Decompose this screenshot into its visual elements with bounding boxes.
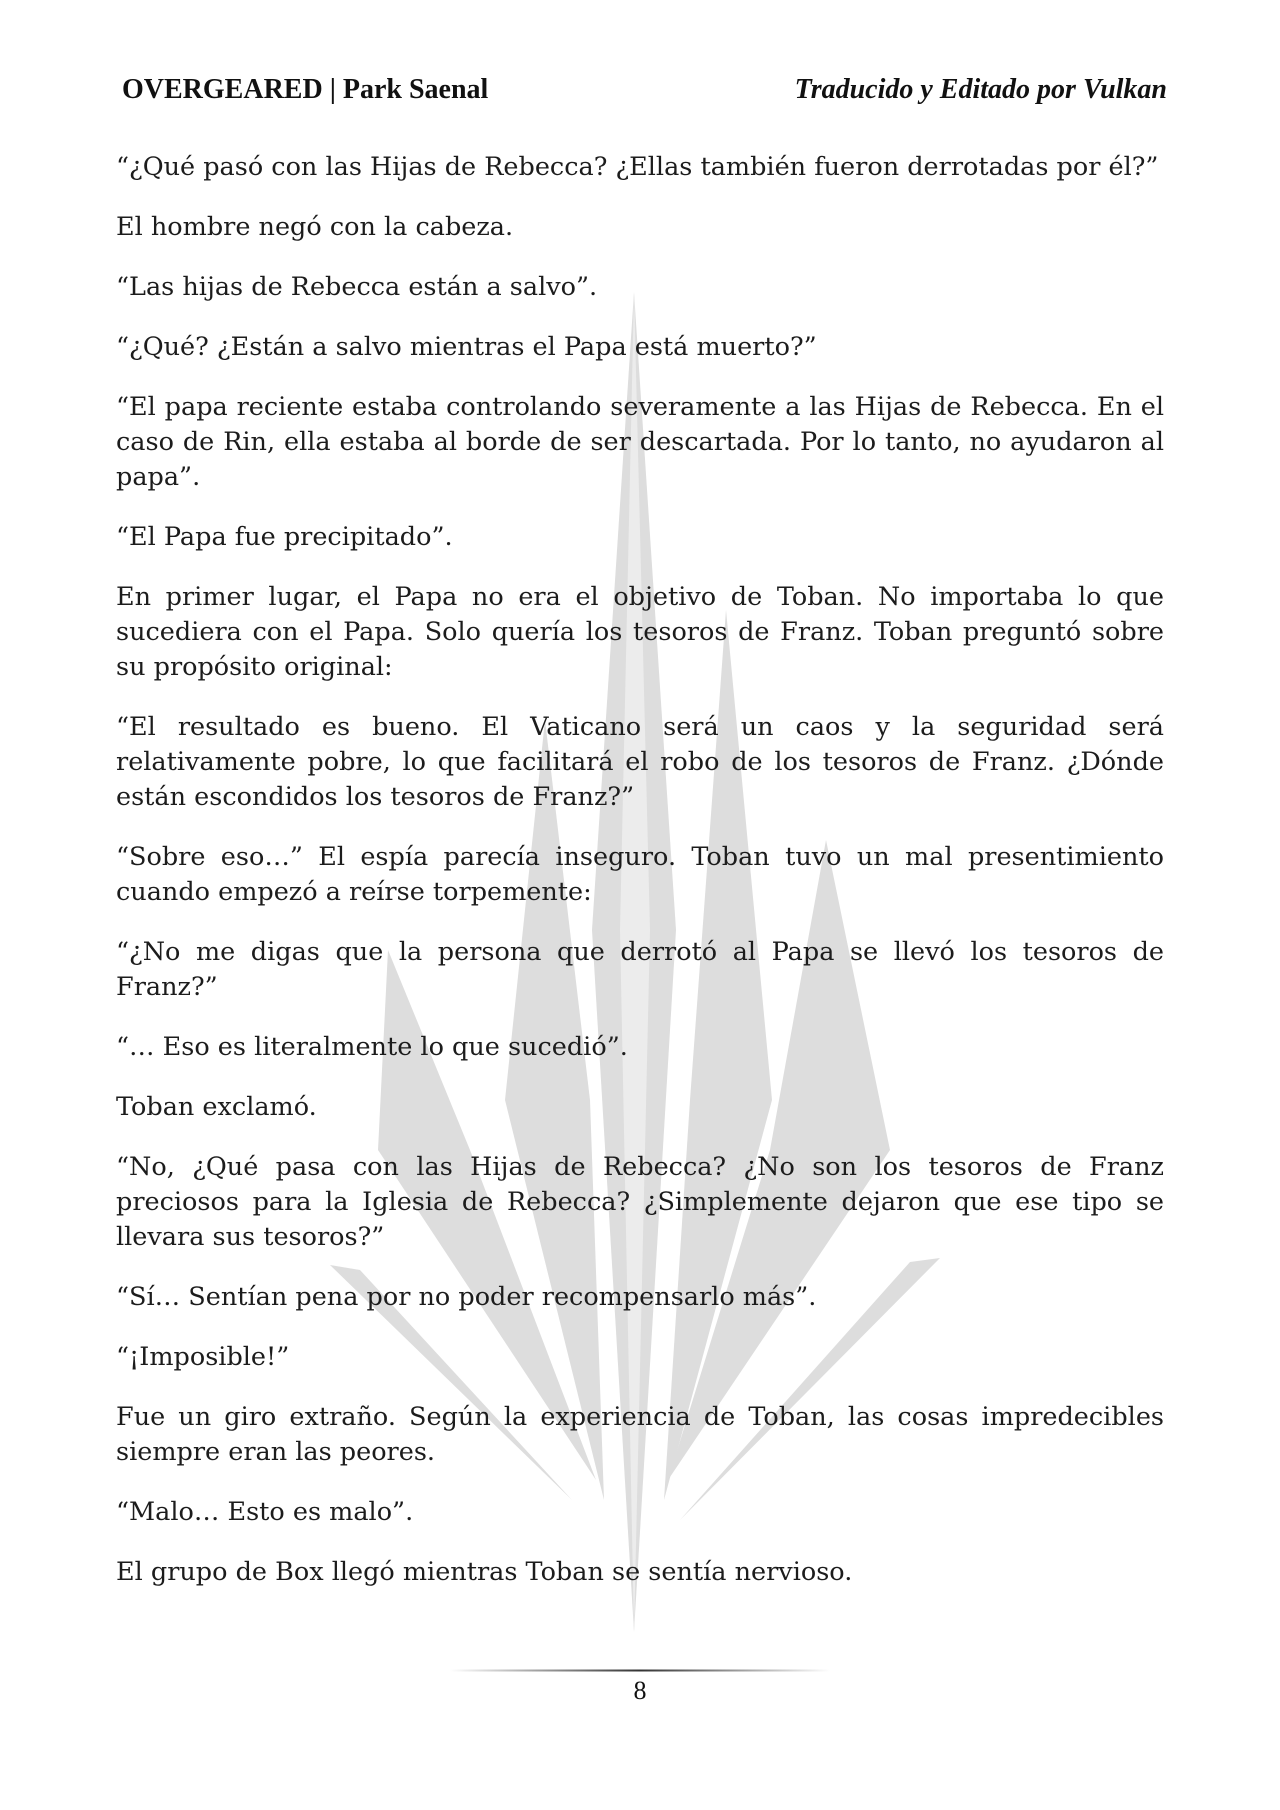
paragraph: “¿No me digas que la persona que derrotó al Papa se llevó los tesoros de Franz?”	[116, 937, 1164, 1002]
paragraph: Toban exclamó.	[116, 1092, 317, 1122]
paragraph: “¿Qué pasó con las Hijas de Rebecca? ¿Ellas también fueron derrotadas por él?”	[116, 152, 1159, 182]
paragraph: Fue un giro extraño. Según la experiencia de Toban, las cosas impredecibles siempre eran las peores.	[116, 1402, 1164, 1467]
header-title: OVERGEARED | Park Saenal	[122, 74, 489, 105]
paragraph: “¡Imposible!”	[116, 1342, 290, 1372]
paragraph: “¿Qué? ¿Están a salvo mientras el Papa está muerto?”	[116, 332, 817, 362]
paragraph: “El papa reciente estaba controlando severamente a las Hijas de Rebecca. En el caso de Rin, ella estaba al borde de ser descartada. Por lo tanto, no ayudaron al papa”.	[116, 392, 1164, 492]
page-header	[122, 74, 1167, 106]
paragraph: “… Eso es literalmente lo que sucedió”.	[116, 1032, 628, 1062]
paragraph: “Sí… Sentían pena por no poder recompensarlo más”.	[116, 1282, 817, 1312]
paragraph: “El resultado es bueno. El Vaticano será un caos y la seguridad será relativamente pobre, lo que facilitará el robo de los tesoros de Franz. ¿Dónde están escondidos los tesoros de Franz?”	[116, 712, 1164, 812]
paragraph: En primer lugar, el Papa no era el objetivo de Toban. No importaba lo que sucediera con el Papa. Solo quería los tesoros de Franz. Toban preguntó sobre su propósito original:	[116, 582, 1164, 682]
paragraph: “Malo… Esto es malo”.	[116, 1497, 414, 1527]
paragraph: El hombre negó con la cabeza.	[116, 212, 514, 242]
paragraph: “El Papa fue precipitado”.	[116, 522, 453, 552]
page-number: 8	[633, 1676, 647, 1705]
paragraph: “No, ¿Qué pasa con las Hijas de Rebecca? ¿No son los tesoros de Franz preciosos para la Iglesia de Rebecca? ¿Simplemente dejaron que ese tipo se llevara sus tesoros?”	[116, 1152, 1164, 1252]
paragraph: El grupo de Box llegó mientras Toban se sentía nervioso.	[116, 1557, 853, 1587]
footer-divider	[450, 1669, 830, 1673]
chapter-text	[116, 150, 1164, 1615]
paragraph: “Sobre eso…” El espía parecía inseguro. Toban tuvo un mal presentimiento cuando empezó a reírse torpemente:	[116, 842, 1164, 907]
header-credit: Traducido y Editado por Vulkan	[794, 74, 1167, 105]
paragraph: “Las hijas de Rebecca están a salvo”.	[116, 272, 598, 302]
